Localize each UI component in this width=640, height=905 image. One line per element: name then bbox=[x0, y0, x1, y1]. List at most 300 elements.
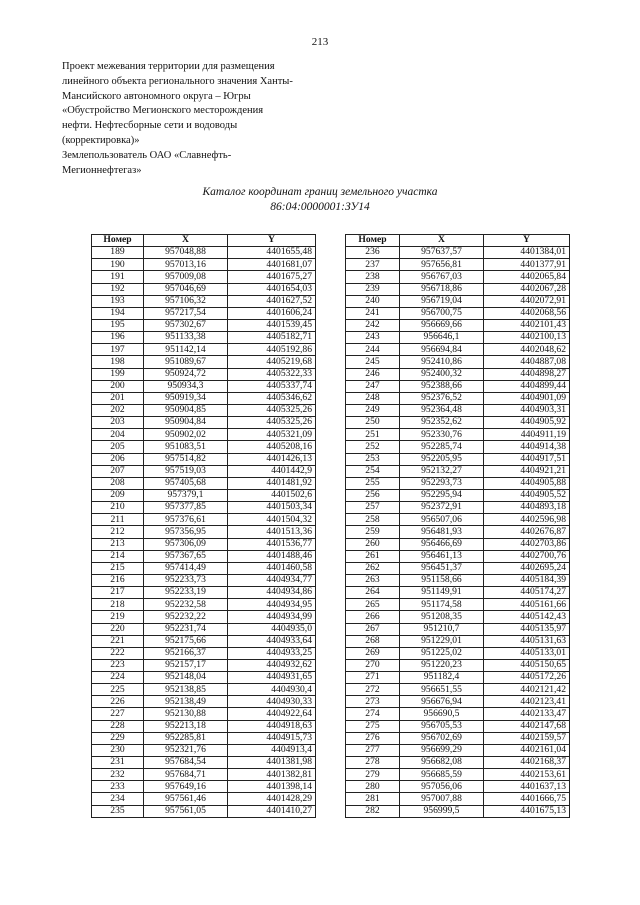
cell-x: 952293,73 bbox=[400, 477, 484, 489]
cell-number: 243 bbox=[346, 332, 400, 344]
table-row bbox=[92, 793, 316, 805]
cell-x: 951210,7 bbox=[400, 623, 484, 635]
cell-number: 225 bbox=[92, 684, 144, 696]
cell-number: 252 bbox=[346, 441, 400, 453]
cell-number: 210 bbox=[92, 502, 144, 514]
table-row bbox=[346, 429, 570, 441]
cell-y: 4404913,4 bbox=[228, 744, 316, 756]
table-row bbox=[92, 332, 316, 344]
table-row bbox=[92, 502, 316, 514]
cell-x: 956481,93 bbox=[400, 526, 484, 538]
cell-number: 246 bbox=[346, 368, 400, 380]
cell-number: 261 bbox=[346, 550, 400, 562]
cell-x: 957637,57 bbox=[400, 247, 484, 259]
cell-number: 281 bbox=[346, 793, 400, 805]
cell-y: 4402133,47 bbox=[484, 708, 570, 720]
cell-number: 213 bbox=[92, 538, 144, 550]
cell-x: 950924,72 bbox=[144, 368, 228, 380]
cell-x: 957306,09 bbox=[144, 538, 228, 550]
cell-y: 4401502,6 bbox=[228, 489, 316, 501]
table-row bbox=[92, 380, 316, 392]
table-row bbox=[346, 404, 570, 416]
cell-y: 4401655,48 bbox=[228, 247, 316, 259]
table-row bbox=[92, 757, 316, 769]
cell-y: 4404931,65 bbox=[228, 672, 316, 684]
cell-x: 956705,53 bbox=[400, 720, 484, 732]
cell-number: 215 bbox=[92, 562, 144, 574]
cell-y: 4401654,03 bbox=[228, 283, 316, 295]
cell-number: 190 bbox=[92, 259, 144, 271]
cell-y: 4405142,43 bbox=[484, 611, 570, 623]
cell-y: 4405150,65 bbox=[484, 659, 570, 671]
header-line: Землепользователь ОАО «Славнефть- bbox=[62, 149, 232, 161]
cell-y: 4404914,38 bbox=[484, 441, 570, 453]
cell-y: 4401503,34 bbox=[228, 502, 316, 514]
cell-number: 276 bbox=[346, 732, 400, 744]
cell-number: 200 bbox=[92, 380, 144, 392]
cell-number: 232 bbox=[92, 769, 144, 781]
cell-y: 4401666,75 bbox=[484, 793, 570, 805]
caption-title: Каталог координат границ земельного участка bbox=[202, 186, 438, 198]
table-row bbox=[346, 587, 570, 599]
cell-y: 4401377,91 bbox=[484, 259, 570, 271]
cell-x: 957013,16 bbox=[144, 259, 228, 271]
table-row bbox=[92, 295, 316, 307]
caption-parcel-id: 86:04:0000001:ЗУ14 bbox=[270, 201, 370, 213]
cell-x: 951089,67 bbox=[144, 356, 228, 368]
header-line: Проект межевания территории для размещения bbox=[62, 61, 275, 72]
cell-y: 4405325,26 bbox=[228, 404, 316, 416]
cell-number: 240 bbox=[346, 295, 400, 307]
table-row bbox=[346, 392, 570, 404]
cell-number: 238 bbox=[346, 271, 400, 283]
cell-x: 952233,73 bbox=[144, 574, 228, 586]
cell-y: 4404933,25 bbox=[228, 647, 316, 659]
cell-y: 4402147,68 bbox=[484, 720, 570, 732]
cell-x: 956700,75 bbox=[400, 307, 484, 319]
cell-number: 220 bbox=[92, 623, 144, 635]
table-row bbox=[92, 587, 316, 599]
table-row bbox=[346, 465, 570, 477]
cell-number: 244 bbox=[346, 344, 400, 356]
table-header-row bbox=[346, 235, 570, 247]
table-row bbox=[346, 344, 570, 356]
cell-y: 4401384,01 bbox=[484, 247, 570, 259]
cell-y: 4404911,19 bbox=[484, 429, 570, 441]
cell-number: 216 bbox=[92, 574, 144, 586]
table-row bbox=[92, 368, 316, 380]
cell-y: 4404921,21 bbox=[484, 465, 570, 477]
column-header-x: X bbox=[400, 235, 484, 247]
document-header bbox=[62, 60, 362, 178]
cell-y: 4405321,09 bbox=[228, 429, 316, 441]
cell-y: 4401675,27 bbox=[228, 271, 316, 283]
cell-x: 957217,54 bbox=[144, 307, 228, 319]
cell-number: 253 bbox=[346, 453, 400, 465]
cell-x: 951149,91 bbox=[400, 587, 484, 599]
cell-y: 4404930,33 bbox=[228, 696, 316, 708]
cell-number: 208 bbox=[92, 477, 144, 489]
cell-number: 196 bbox=[92, 332, 144, 344]
table-row bbox=[346, 453, 570, 465]
table-row bbox=[346, 283, 570, 295]
table-row bbox=[346, 380, 570, 392]
table-row bbox=[92, 720, 316, 732]
table-row bbox=[346, 757, 570, 769]
cell-x: 957367,65 bbox=[144, 550, 228, 562]
cell-number: 279 bbox=[346, 769, 400, 781]
table-row bbox=[92, 672, 316, 684]
cell-x: 952132,27 bbox=[400, 465, 484, 477]
cell-y: 4404932,62 bbox=[228, 659, 316, 671]
header-line: (корректировка)» bbox=[62, 134, 140, 146]
cell-y: 4404933,64 bbox=[228, 635, 316, 647]
table-row bbox=[92, 344, 316, 356]
cell-x: 952376,52 bbox=[400, 392, 484, 404]
table-row bbox=[92, 611, 316, 623]
cell-number: 269 bbox=[346, 647, 400, 659]
table-header-row bbox=[92, 235, 316, 247]
table-row bbox=[92, 392, 316, 404]
page-number: 213 bbox=[311, 36, 329, 48]
cell-x: 952321,76 bbox=[144, 744, 228, 756]
cell-x: 952157,17 bbox=[144, 659, 228, 671]
cell-x: 950902,02 bbox=[144, 429, 228, 441]
table-row bbox=[346, 417, 570, 429]
cell-x: 952213,18 bbox=[144, 720, 228, 732]
table-row bbox=[346, 441, 570, 453]
table-row bbox=[346, 732, 570, 744]
cell-y: 4402100,13 bbox=[484, 332, 570, 344]
cell-number: 192 bbox=[92, 283, 144, 295]
cell-x: 951229,01 bbox=[400, 635, 484, 647]
cell-number: 265 bbox=[346, 599, 400, 611]
cell-y: 4402676,87 bbox=[484, 526, 570, 538]
cell-x: 956651,55 bbox=[400, 684, 484, 696]
table-row bbox=[92, 453, 316, 465]
cell-number: 272 bbox=[346, 684, 400, 696]
cell-y: 4402072,91 bbox=[484, 295, 570, 307]
cell-y: 4405172,26 bbox=[484, 672, 570, 684]
table-row bbox=[92, 319, 316, 331]
table-row bbox=[346, 477, 570, 489]
cell-x: 956451,37 bbox=[400, 562, 484, 574]
cell-x: 957405,68 bbox=[144, 477, 228, 489]
cell-y: 4405219,68 bbox=[228, 356, 316, 368]
cell-y: 4405208,16 bbox=[228, 441, 316, 453]
cell-x: 956669,66 bbox=[400, 319, 484, 331]
cell-x: 952364,48 bbox=[400, 404, 484, 416]
cell-number: 194 bbox=[92, 307, 144, 319]
table-row bbox=[92, 259, 316, 271]
cell-y: 4401398,14 bbox=[228, 781, 316, 793]
cell-x: 952233,19 bbox=[144, 587, 228, 599]
cell-number: 280 bbox=[346, 781, 400, 793]
cell-y: 4401428,29 bbox=[228, 793, 316, 805]
cell-number: 222 bbox=[92, 647, 144, 659]
cell-x: 952231,74 bbox=[144, 623, 228, 635]
cell-y: 4401504,32 bbox=[228, 514, 316, 526]
cell-x: 956690,5 bbox=[400, 708, 484, 720]
table-row bbox=[346, 574, 570, 586]
cell-number: 264 bbox=[346, 587, 400, 599]
cell-x: 952295,94 bbox=[400, 489, 484, 501]
cell-y: 4405135,97 bbox=[484, 623, 570, 635]
cell-y: 4402123,41 bbox=[484, 696, 570, 708]
cell-number: 203 bbox=[92, 417, 144, 429]
cell-number: 221 bbox=[92, 635, 144, 647]
cell-y: 4405325,26 bbox=[228, 417, 316, 429]
cell-x: 952410,86 bbox=[400, 356, 484, 368]
table-row bbox=[346, 514, 570, 526]
cell-number: 271 bbox=[346, 672, 400, 684]
table-row bbox=[92, 550, 316, 562]
cell-x: 956767,03 bbox=[400, 271, 484, 283]
table-row bbox=[92, 307, 316, 319]
column-header-x: X bbox=[144, 235, 228, 247]
table-row bbox=[346, 271, 570, 283]
cell-y: 4401426,13 bbox=[228, 453, 316, 465]
cell-number: 234 bbox=[92, 793, 144, 805]
cell-x: 957379,1 bbox=[144, 489, 228, 501]
header-line: нефти. Нефтесборные сети и водоводы bbox=[62, 120, 238, 132]
cell-x: 952400,32 bbox=[400, 368, 484, 380]
cell-x: 952166,37 bbox=[144, 647, 228, 659]
cell-y: 4404934,95 bbox=[228, 599, 316, 611]
table-row bbox=[346, 684, 570, 696]
table-row bbox=[346, 368, 570, 380]
cell-number: 241 bbox=[346, 307, 400, 319]
cell-x: 957377,85 bbox=[144, 502, 228, 514]
table-row bbox=[92, 647, 316, 659]
cell-number: 255 bbox=[346, 477, 400, 489]
table-row bbox=[346, 599, 570, 611]
cell-x: 952232,58 bbox=[144, 599, 228, 611]
cell-number: 219 bbox=[92, 611, 144, 623]
table-row bbox=[92, 489, 316, 501]
cell-y: 4404934,77 bbox=[228, 574, 316, 586]
cell-y: 4405184,39 bbox=[484, 574, 570, 586]
column-header-y: Y bbox=[228, 235, 316, 247]
cell-x: 952285,81 bbox=[144, 732, 228, 744]
cell-number: 218 bbox=[92, 599, 144, 611]
cell-y: 4405346,62 bbox=[228, 392, 316, 404]
cell-x: 957302,67 bbox=[144, 319, 228, 331]
cell-x: 952352,62 bbox=[400, 417, 484, 429]
table-row bbox=[346, 696, 570, 708]
table-row bbox=[92, 356, 316, 368]
cell-y: 4405322,33 bbox=[228, 368, 316, 380]
cell-number: 256 bbox=[346, 489, 400, 501]
table-row bbox=[92, 526, 316, 538]
cell-y: 4404922,64 bbox=[228, 708, 316, 720]
table-row bbox=[346, 356, 570, 368]
header-line: «Обустройство Мегионского месторождения bbox=[62, 105, 264, 117]
cell-number: 257 bbox=[346, 502, 400, 514]
column-header-number: Номер bbox=[346, 235, 400, 247]
cell-number: 275 bbox=[346, 720, 400, 732]
cell-number: 209 bbox=[92, 489, 144, 501]
table-row bbox=[92, 599, 316, 611]
cell-x: 956718,86 bbox=[400, 283, 484, 295]
table-row bbox=[92, 769, 316, 781]
table-row bbox=[92, 538, 316, 550]
cell-x: 957649,16 bbox=[144, 781, 228, 793]
cell-y: 4404899,44 bbox=[484, 380, 570, 392]
cell-y: 4404905,88 bbox=[484, 477, 570, 489]
cell-y: 4401381,98 bbox=[228, 757, 316, 769]
cell-y: 4405133,01 bbox=[484, 647, 570, 659]
cell-x: 951225,02 bbox=[400, 647, 484, 659]
table-row bbox=[92, 708, 316, 720]
table-row bbox=[92, 744, 316, 756]
cell-x: 956646,1 bbox=[400, 332, 484, 344]
table-row bbox=[92, 441, 316, 453]
cell-y: 4402153,61 bbox=[484, 769, 570, 781]
table-row bbox=[346, 332, 570, 344]
cell-number: 245 bbox=[346, 356, 400, 368]
table-row bbox=[92, 247, 316, 259]
cell-y: 4404915,73 bbox=[228, 732, 316, 744]
table-row bbox=[346, 793, 570, 805]
cell-y: 4402161,04 bbox=[484, 744, 570, 756]
cell-number: 282 bbox=[346, 805, 400, 817]
cell-x: 957656,81 bbox=[400, 259, 484, 271]
cell-x: 952205,95 bbox=[400, 453, 484, 465]
table-row bbox=[346, 319, 570, 331]
cell-x: 956507,06 bbox=[400, 514, 484, 526]
cell-y: 4401410,27 bbox=[228, 805, 316, 817]
column-header-number: Номер bbox=[92, 235, 144, 247]
cell-y: 4402067,28 bbox=[484, 283, 570, 295]
coordinates-table-left bbox=[91, 234, 316, 818]
table-row bbox=[92, 477, 316, 489]
cell-number: 267 bbox=[346, 623, 400, 635]
cell-x: 952138,49 bbox=[144, 696, 228, 708]
cell-x: 956719,04 bbox=[400, 295, 484, 307]
cell-y: 4404893,18 bbox=[484, 502, 570, 514]
cell-x: 951083,51 bbox=[144, 441, 228, 453]
cell-y: 4401627,52 bbox=[228, 295, 316, 307]
header-line: Мансийского автономного округа – Югры bbox=[62, 90, 251, 102]
cell-y: 4404935,0 bbox=[228, 623, 316, 635]
cell-x: 956999,5 bbox=[400, 805, 484, 817]
cell-x: 950934,3 bbox=[144, 380, 228, 392]
cell-number: 201 bbox=[92, 392, 144, 404]
table-row bbox=[92, 781, 316, 793]
cell-y: 4402159,57 bbox=[484, 732, 570, 744]
cell-y: 4404905,92 bbox=[484, 417, 570, 429]
table-row bbox=[92, 283, 316, 295]
cell-y: 4401513,36 bbox=[228, 526, 316, 538]
cell-x: 951182,4 bbox=[400, 672, 484, 684]
table-row bbox=[92, 404, 316, 416]
column-header-y: Y bbox=[484, 235, 570, 247]
cell-number: 263 bbox=[346, 574, 400, 586]
table-row bbox=[346, 744, 570, 756]
cell-x: 952175,66 bbox=[144, 635, 228, 647]
cell-number: 266 bbox=[346, 611, 400, 623]
table-row bbox=[92, 659, 316, 671]
cell-y: 4405161,66 bbox=[484, 599, 570, 611]
table-row bbox=[92, 574, 316, 586]
cell-y: 4401539,45 bbox=[228, 319, 316, 331]
table-row bbox=[346, 611, 570, 623]
cell-number: 223 bbox=[92, 659, 144, 671]
cell-number: 258 bbox=[346, 514, 400, 526]
cell-x: 956461,13 bbox=[400, 550, 484, 562]
cell-y: 4402703,86 bbox=[484, 538, 570, 550]
table-row bbox=[346, 623, 570, 635]
cell-number: 195 bbox=[92, 319, 144, 331]
cell-y: 4401488,46 bbox=[228, 550, 316, 562]
cell-x: 950904,84 bbox=[144, 417, 228, 429]
cell-x: 956682,08 bbox=[400, 757, 484, 769]
cell-y: 4401536,77 bbox=[228, 538, 316, 550]
cell-number: 260 bbox=[346, 538, 400, 550]
cell-x: 957356,95 bbox=[144, 526, 228, 538]
cell-x: 952148,04 bbox=[144, 672, 228, 684]
coordinates-table-right bbox=[345, 234, 570, 818]
cell-y: 4402700,76 bbox=[484, 550, 570, 562]
cell-x: 950919,34 bbox=[144, 392, 228, 404]
cell-number: 231 bbox=[92, 757, 144, 769]
table-row bbox=[92, 623, 316, 635]
table-row bbox=[92, 684, 316, 696]
cell-number: 235 bbox=[92, 805, 144, 817]
cell-number: 249 bbox=[346, 404, 400, 416]
cell-number: 211 bbox=[92, 514, 144, 526]
cell-number: 189 bbox=[92, 247, 144, 259]
cell-number: 233 bbox=[92, 781, 144, 793]
cell-number: 236 bbox=[346, 247, 400, 259]
cell-y: 4401637,13 bbox=[484, 781, 570, 793]
table-row bbox=[92, 805, 316, 817]
cell-x: 957684,71 bbox=[144, 769, 228, 781]
cell-number: 224 bbox=[92, 672, 144, 684]
cell-y: 4405182,71 bbox=[228, 332, 316, 344]
cell-x: 957561,05 bbox=[144, 805, 228, 817]
cell-y: 4401481,92 bbox=[228, 477, 316, 489]
cell-y: 4404917,51 bbox=[484, 453, 570, 465]
cell-number: 239 bbox=[346, 283, 400, 295]
cell-y: 4402068,56 bbox=[484, 307, 570, 319]
cell-number: 278 bbox=[346, 757, 400, 769]
table-row bbox=[346, 720, 570, 732]
table-row bbox=[346, 635, 570, 647]
cell-x: 956676,94 bbox=[400, 696, 484, 708]
cell-y: 4405337,74 bbox=[228, 380, 316, 392]
cell-y: 4402121,42 bbox=[484, 684, 570, 696]
cell-x: 956694,84 bbox=[400, 344, 484, 356]
cell-number: 254 bbox=[346, 465, 400, 477]
table-row bbox=[346, 489, 570, 501]
cell-y: 4405131,63 bbox=[484, 635, 570, 647]
cell-x: 952372,91 bbox=[400, 502, 484, 514]
cell-number: 262 bbox=[346, 562, 400, 574]
cell-x: 952232,22 bbox=[144, 611, 228, 623]
cell-x: 950904,85 bbox=[144, 404, 228, 416]
cell-number: 214 bbox=[92, 550, 144, 562]
cell-x: 957046,69 bbox=[144, 283, 228, 295]
cell-x: 957007,88 bbox=[400, 793, 484, 805]
table-row bbox=[92, 635, 316, 647]
cell-x: 957376,61 bbox=[144, 514, 228, 526]
cell-number: 212 bbox=[92, 526, 144, 538]
cell-x: 951208,35 bbox=[400, 611, 484, 623]
cell-x: 957561,46 bbox=[144, 793, 228, 805]
table-row bbox=[346, 259, 570, 271]
